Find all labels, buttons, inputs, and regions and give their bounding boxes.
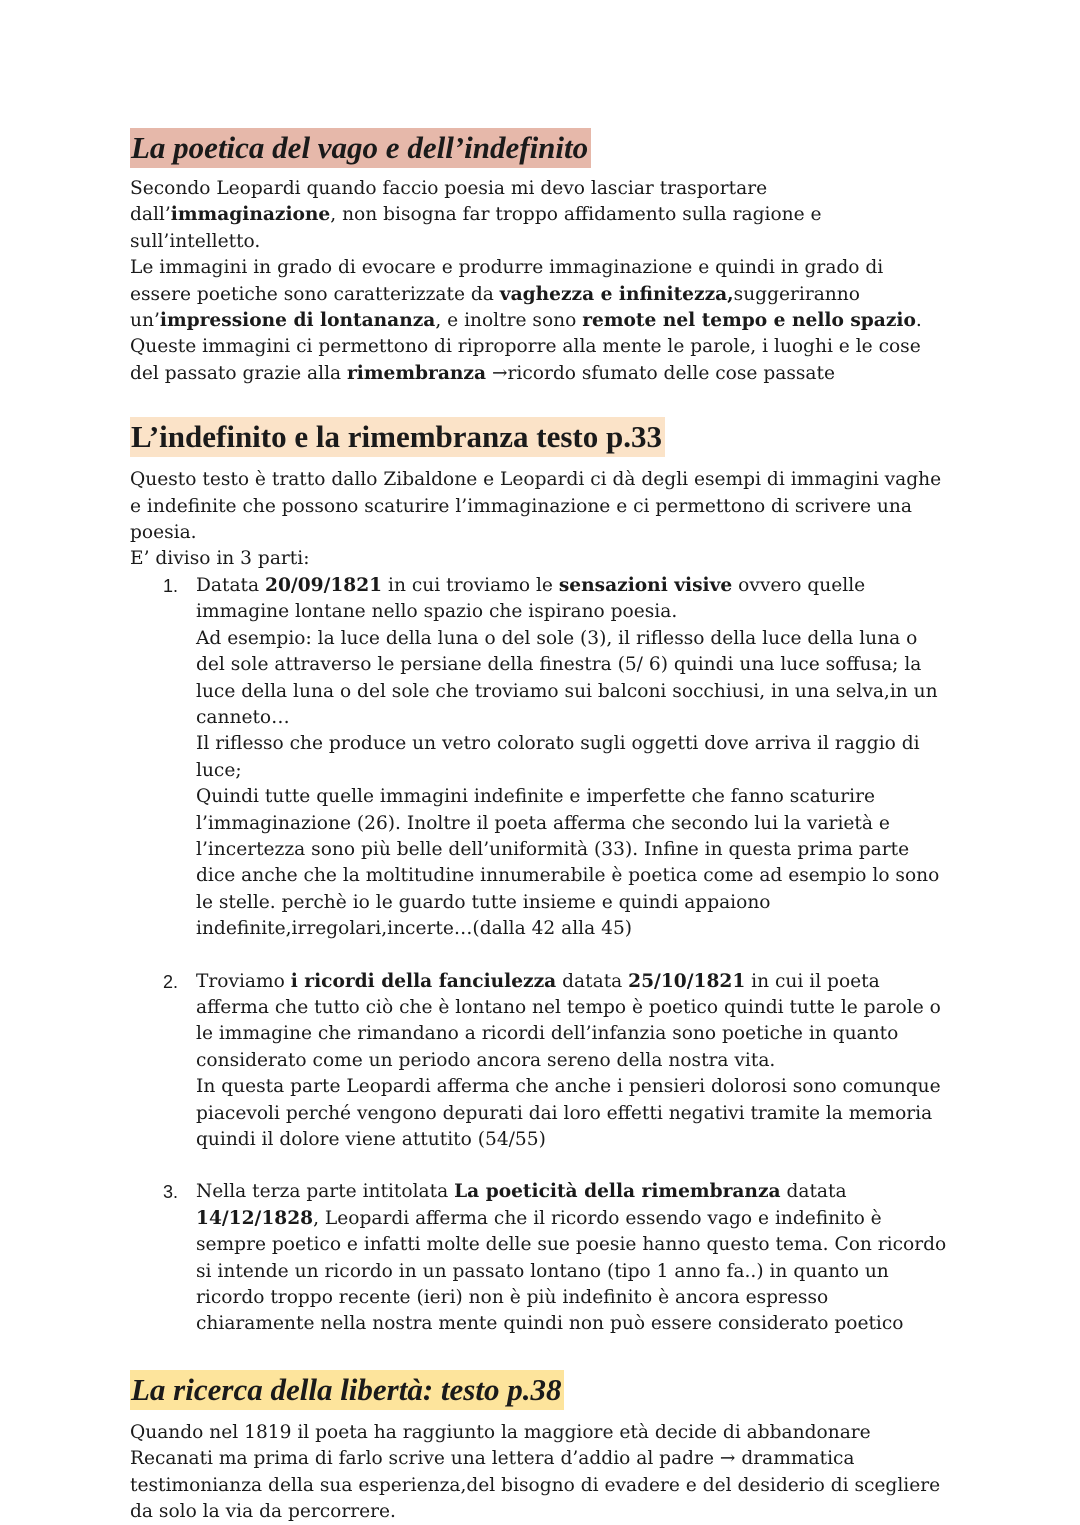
section-intro-indefinito-rimembranza: Questo testo è tratto dallo Zibaldone e Leopardi ci dà degli esempi di immagini vaghe e indefinite che possono scaturire l’immaginazione e ci permettono di scrivere una poesia. E’ diviso in 3 parti: bbox=[130, 469, 942, 570]
bold-emphasis: immaginazione bbox=[170, 204, 331, 226]
list-item-number: 1. bbox=[163, 575, 179, 596]
bold-emphasis: sensazioni visive bbox=[558, 574, 733, 596]
section-heading-poetica-vago: La poetica del vago e dell’indefinito bbox=[130, 128, 591, 168]
bold-emphasis: impressione di lontananza bbox=[159, 310, 436, 332]
list-item-number: 3. bbox=[163, 1182, 179, 1203]
section-heading-indefinito-rimembranza: L’indefinito e la rimembranza testo p.33 bbox=[130, 417, 665, 457]
list-item bbox=[130, 969, 950, 1154]
section-heading-ricerca-liberta: La ricerca della libertà: testo p.38 bbox=[130, 1370, 564, 1410]
list-item-number: 2. bbox=[163, 971, 179, 992]
bold-emphasis: La poeticità della rimembranza bbox=[454, 1181, 781, 1203]
list-item-text: Datata 20/09/1821 in cui troviamo le sensazioni visive ovvero quelle immagine lontane nello spazio che ispirano poesia. Ad esempio: la luce della luna o del sole (3), il riflesso della luce della luna o del sole attraverso le persiane della finestra (5/ 6) quindi una luce soffusa; la luce della luna o del sole che troviamo sui balconi socchiusi, in una selva,in un canneto… Il riflesso che produce un vetro colorato sugli oggetti dove arriva il raggio di luce; Quindi tutte quelle immagini indefinite e imperfette che fanno scaturire l’immaginazione (26). Inoltre il poeta afferma che secondo lui la varietà e l’incertezza sono più belle dell’uniformità (33). Infine in questa prima parte dice anche che la moltitudine innumerabile è poetica come ad esempio lo sono le stelle. perchè io le guardo tutte insieme e quindi appaiono indefinite,irregolari,incerte…(dalla 42 alla 45) bbox=[196, 574, 940, 940]
list-item bbox=[130, 1179, 950, 1337]
bold-emphasis: vaghezza e infinitezza, bbox=[499, 283, 734, 305]
bold-emphasis: i ricordi della fanciulezza bbox=[290, 970, 557, 992]
section-body-poetica-vago: Secondo Leopardi quando faccio poesia mi devo lasciar trasportare dall’immaginazione, non bisogna far troppo affidamento sulla ragione e sull’intelletto. Le immagini in grado di evocare e produrre immaginazione e quindi in grado di essere poetiche sono caratterizzate da vaghezza e infinitezza,suggeriranno un’impressione di lontananza, e inoltre sono remote nel tempo e nello spazio. Queste immagini ci permettono di riproporre alla mente le parole, i luoghi e le cose del passato grazie alla rimembranza →ricordo sfumato delle cose passate bbox=[130, 178, 922, 384]
bold-emphasis: 14/12/1828 bbox=[196, 1207, 314, 1229]
list-item-text: Troviamo i ricordi della fanciulezza datata 25/10/1821 in cui il poeta afferma che tutto ciò che è lontano nel tempo è poetico quindi tutte le parole o le immagine che rimandano a ricordi dell’infanzia sono poetiche in quanto considerato come un periodo ancora sereno della nostra vita. In questa parte Leopardi afferma che anche i pensieri dolorosi sono comunque piacevoli perché vengono depurati dai loro effetti negativi tramite la memoria quindi il dolore viene attutito (54/55) bbox=[196, 970, 941, 1150]
bold-emphasis: 25/10/1821 bbox=[628, 970, 746, 992]
numbered-list bbox=[130, 573, 950, 1338]
document-page bbox=[130, 128, 950, 1525]
bold-emphasis: remote nel tempo e nello spazio bbox=[582, 310, 916, 332]
section-body-ricerca-liberta: Quando nel 1819 il poeta ha raggiunto la maggiore età decide di abbandonare Recanati ma prima di farlo scrive una lettera d’addio al padre → drammatica testimonianza della sua esperienza,del bisogno di evadere e del desiderio di scegliere da solo la via da percorrere. bbox=[130, 1421, 941, 1523]
list-item bbox=[130, 573, 950, 943]
bold-emphasis: rimembranza bbox=[347, 362, 487, 384]
list-item-text: Nella terza parte intitolata La poeticità della rimembranza datata 14/12/1828, Leopardi afferma che il ricordo essendo vago e indefinito è sempre poetico e infatti molte delle sue poesie hanno questo tema. Con ricordo si intende un ricordo in un passato lontano (tipo 1 anno fa..) in quanto un ricordo troppo recente (ieri) non è più indefinito è ancora espresso chiaramente nella nostra mente quindi non può essere considerato poetico bbox=[196, 1181, 947, 1335]
bold-emphasis: 20/09/1821 bbox=[265, 574, 383, 596]
